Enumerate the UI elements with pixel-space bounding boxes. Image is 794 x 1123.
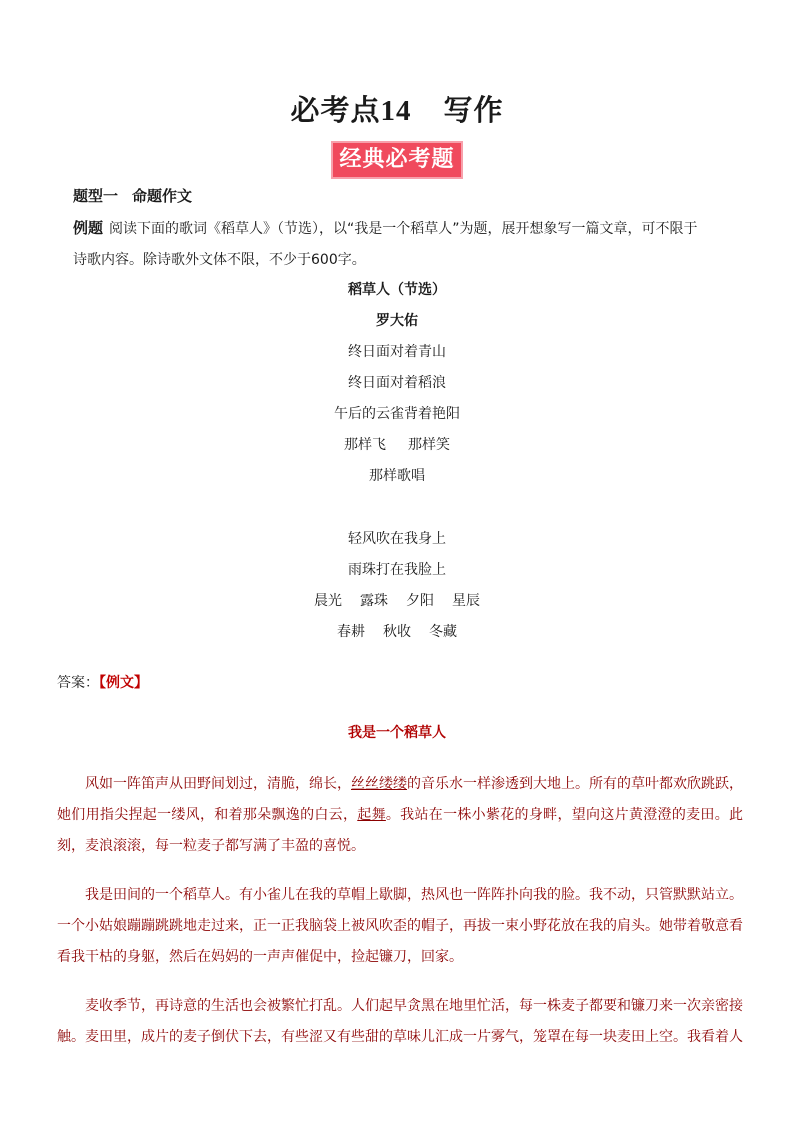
prompt-line-1: [73, 213, 743, 245]
classic-question-badge: 经典必考题: [331, 141, 462, 179]
underlined-text: 丝丝缕缕: [351, 776, 407, 792]
badge-wrap: [0, 141, 794, 179]
prompt-text-1: 阅读下面的歌词《稻草人》（节选），以“我是一个稻草人”为题，展开想象写一篇文章，可不限于: [109, 221, 698, 237]
poem-word: 星辰: [452, 593, 480, 609]
section-type: 题型一: [73, 187, 119, 205]
essay-paragraph-3: 麦收季节，再诗意的生活也会被繁忙打乱。人们起早贪黑在地里忙活，每一株麦子都要和镰刀来一次亲密接触。麦田里，成片的麦子倒伏下去，有些涩又有些甜的草味儿汇成一片雾气，笼罩在每一块麦田上空。我看着人: [57, 998, 743, 1045]
prompt-label: 例题: [73, 219, 104, 237]
answer-tag: 【例文】: [99, 675, 148, 691]
essay-title: 我是一个稻草人: [348, 725, 446, 741]
poem-word: 春耕: [337, 624, 365, 640]
poem-word: 秋收: [383, 624, 411, 640]
essay-paragraph-1: 风如一阵笛声从田野间划过，清脆，绵长，丝丝缕缕的音乐水一样渗透到大地上。所有的草叶都欢欣跳跃，她们用指尖捏起一缕风，和着那朵飘逸的白云，起舞。我站在一株小紫花的身畔，望向这片黄澄澄的麦田。此刻，麦浪滚滚，每一粒麦子都写满了丰盈的喜悦。: [57, 776, 744, 854]
poem-word: 露珠: [360, 593, 388, 609]
title-prefix: 必考点: [290, 93, 381, 127]
section-name: 命题作文: [132, 187, 193, 205]
poem-line-1: 终日面对着青山: [348, 344, 446, 360]
prompt-line-2: 诗歌内容。除诗歌外文体不限，不少于600字。: [73, 252, 366, 268]
title-suffix: 写作: [443, 93, 504, 127]
poem-line-6: 轻风吹在我身上: [348, 531, 446, 547]
answer-label-row: [57, 671, 148, 695]
poem-line-8: [0, 590, 794, 612]
title-number: 14: [380, 95, 412, 127]
example-prompt: [73, 213, 743, 276]
underlined-text: 起舞: [357, 807, 386, 823]
poem-line-2: 终日面对着稻浪: [348, 375, 446, 391]
answer-label: 答案：: [57, 675, 99, 691]
poem-word: 夕阳: [406, 593, 434, 609]
section-heading: [73, 184, 192, 208]
page-title: [0, 88, 794, 133]
poem-line-9: [0, 621, 794, 643]
poem-line-4: [0, 434, 794, 456]
poem-word: 晨光: [314, 593, 342, 609]
poem-line-3: 午后的云雀背着艳阳: [334, 406, 460, 422]
poem-line-4-b: 那样笑: [408, 437, 450, 453]
essay-paragraph-2: 我是田间的一个稻草人。有小雀儿在我的草帽上歇脚，热风也一阵阵扑向我的脸。我不动，只管默默站立。一个小姑娘蹦蹦跳跳地走过来，正一正我脑袋上被风吹歪的帽子，再拔一束小野花放在我的肩头。她带着敬意看看我干枯的身躯，然后在妈妈的一声声催促中，捡起镰刀，回家。: [57, 887, 743, 965]
poem-line-4-a: 那样飞: [344, 437, 386, 453]
poem-title: 稻草人（节选）: [348, 282, 446, 298]
poem-line-5: 那样歌唱: [369, 468, 425, 484]
poem-line-7: 雨珠打在我脸上: [348, 562, 446, 578]
poem-word: 冬藏: [429, 624, 457, 640]
poem-author: 罗大佑: [376, 313, 418, 329]
